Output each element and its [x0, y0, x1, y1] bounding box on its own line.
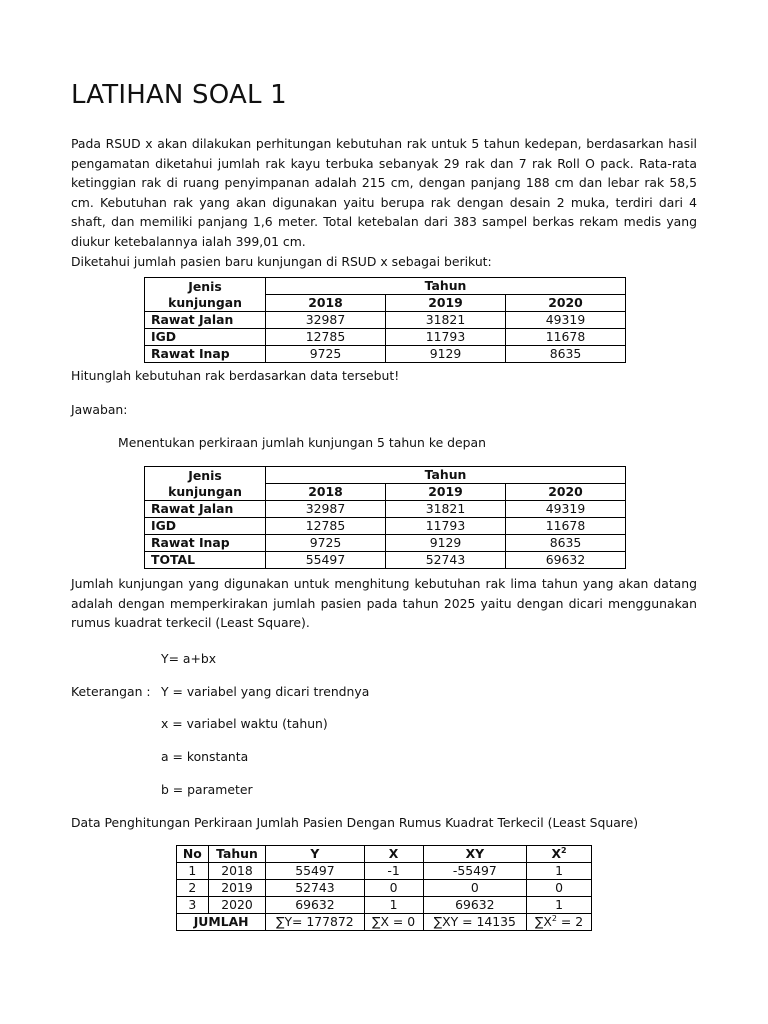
table-cell: 49319 [506, 501, 626, 518]
col-label: Jenis kunjungan [145, 278, 266, 312]
table-row [145, 535, 626, 552]
table-cell: 8635 [506, 346, 626, 363]
known-line: Diketahui jumlah pasien baru kunjungan di RSUD x sebagai berikut: [71, 253, 492, 269]
table-cell: 32987 [266, 501, 386, 518]
total-cell: ∑XY = 14135 [423, 914, 526, 931]
step-heading: Menentukan perkiraan jumlah kunjungan 5 tahun ke depan [118, 435, 486, 450]
header-y: Y [266, 846, 364, 863]
table-cell: -1 [364, 863, 423, 880]
table-cell: 9725 [266, 535, 386, 552]
table-cell: 9129 [386, 346, 506, 363]
table-cell: 31821 [386, 501, 506, 518]
table-cell: 8635 [506, 535, 626, 552]
table-cell: 12785 [266, 518, 386, 535]
intro-paragraph [71, 134, 697, 271]
year-header: 2018 [266, 295, 386, 312]
total-cell: $\sum X^2 = 2$ [527, 914, 592, 931]
table-row [145, 312, 626, 329]
table-cell: 2 [177, 880, 209, 897]
table-row [145, 552, 626, 569]
table-row [145, 501, 626, 518]
table-cell: 0 [527, 880, 592, 897]
table-row [145, 346, 626, 363]
table-cell: 32987 [266, 312, 386, 329]
table-cell: 3 [177, 897, 209, 914]
row-label: Rawat Jalan [145, 501, 266, 518]
visit-total-table [144, 466, 626, 569]
year-header: 2020 [506, 484, 626, 501]
total-cell: ∑X = 0 [364, 914, 423, 931]
table-row [177, 897, 592, 914]
table-cell: 2019 [208, 880, 266, 897]
group-label: Tahun [266, 278, 626, 295]
header-x2-base: X [551, 846, 562, 861]
legend-label: Keterangan : [71, 684, 151, 699]
table-cell: 0 [364, 880, 423, 897]
question: Hitunglah kebutuhan rak berdasarkan data tersebut! [71, 368, 400, 383]
table-cell: 2020 [208, 897, 266, 914]
year-header: 2019 [386, 295, 506, 312]
explain-paragraph: Jumlah kunjungan yang digunakan untuk menghitung kebutuhan rak lima tahun yang akan datang adalah dengan memperkirakan jumlah pasien pada tahun 2025 yaitu dengan dicari menggunakan rumus kuadrat terkecil (Least Square). [71, 576, 697, 631]
row-label: IGD [145, 518, 266, 535]
table-cell: 11793 [386, 518, 506, 535]
total-cell: ∑Y= 177872 [266, 914, 364, 931]
table-cell: 1 [527, 863, 592, 880]
table-cell: 1 [364, 897, 423, 914]
table-cell: 52743 [266, 880, 364, 897]
total-row [177, 914, 592, 931]
row-label: Rawat Jalan [145, 312, 266, 329]
table-cell: 55497 [266, 863, 364, 880]
col-label: Jenis kunjungan [145, 467, 266, 501]
header-no: No [177, 846, 209, 863]
table-row [145, 329, 626, 346]
table-cell: 9725 [266, 346, 386, 363]
row-label: Rawat Inap [145, 346, 266, 363]
least-square-table [176, 845, 592, 931]
table-cell: 0 [423, 880, 526, 897]
table-row [145, 518, 626, 535]
header-xy: XY [423, 846, 526, 863]
table-row [177, 863, 592, 880]
table-cell: 2018 [208, 863, 266, 880]
total-label: JUMLAH [177, 914, 266, 931]
table-cell: 69632 [506, 552, 626, 569]
year-header: 2020 [506, 295, 626, 312]
table-cell: 55497 [266, 552, 386, 569]
table-row [177, 880, 592, 897]
table-cell: 69632 [266, 897, 364, 914]
table-cell: 11678 [506, 329, 626, 346]
table-cell: 31821 [386, 312, 506, 329]
row-label: TOTAL [145, 552, 266, 569]
year-header: 2019 [386, 484, 506, 501]
header-tahun: Tahun [208, 846, 266, 863]
legend-item: b = parameter [161, 782, 253, 797]
group-label: Tahun [266, 467, 626, 484]
table-cell: 1 [527, 897, 592, 914]
sum-x2-value: = 2 [556, 914, 584, 929]
visit-table [144, 277, 626, 363]
legend-item: a = konstanta [161, 749, 249, 764]
table-cell: 69632 [423, 897, 526, 914]
table-cell: 52743 [386, 552, 506, 569]
table-cell: 12785 [266, 329, 386, 346]
answer-label: Jawaban: [71, 402, 128, 417]
row-label: IGD [145, 329, 266, 346]
table-cell: 11678 [506, 518, 626, 535]
row-label: Rawat Inap [145, 535, 266, 552]
formula: Y= a+bx [161, 651, 217, 666]
intro-text: Pada RSUD x akan dilakukan perhitungan kebutuhan rak untuk 5 tahun kedepan, berdasarkan hasil pengamatan diketahui jumlah rak kayu terbuka sebanyak 29 rak dan 7 rak Roll O pack. Rata-rata ketinggian rak di ruang penyimpanan adalah 215 cm, dengan panjang 188 cm dan lebar rak 58,5 cm. Kebutuhan rak yang akan digunakan yaitu berupa rak dengan desain 2 muka, terdiri dari 4 shaft, dan memiliki panjang 1,6 meter. Total ketebalan dari 383 sampel berkas rekam medis yang diukur ketebalannya ialah 399,01 cm. [71, 136, 697, 249]
table-cell: 11793 [386, 329, 506, 346]
sum-x2-base: ∑X [535, 914, 552, 929]
legend-item: x = variabel waktu (tahun) [161, 716, 328, 731]
table-cell: 9129 [386, 535, 506, 552]
table-cell: -55497 [423, 863, 526, 880]
year-header: 2018 [266, 484, 386, 501]
header-x2: $X^2$ [527, 846, 592, 863]
page-title: LATIHAN SOAL 1 [71, 80, 287, 110]
table-cell: 49319 [506, 312, 626, 329]
table-cell: 1 [177, 863, 209, 880]
header-x: X [364, 846, 423, 863]
legend-item: Y = variabel yang dicari trendnya [161, 684, 370, 699]
least-square-title: Data Penghitungan Perkiraan Jumlah Pasien Dengan Rumus Kuadrat Terkecil (Least Square) [71, 815, 639, 830]
